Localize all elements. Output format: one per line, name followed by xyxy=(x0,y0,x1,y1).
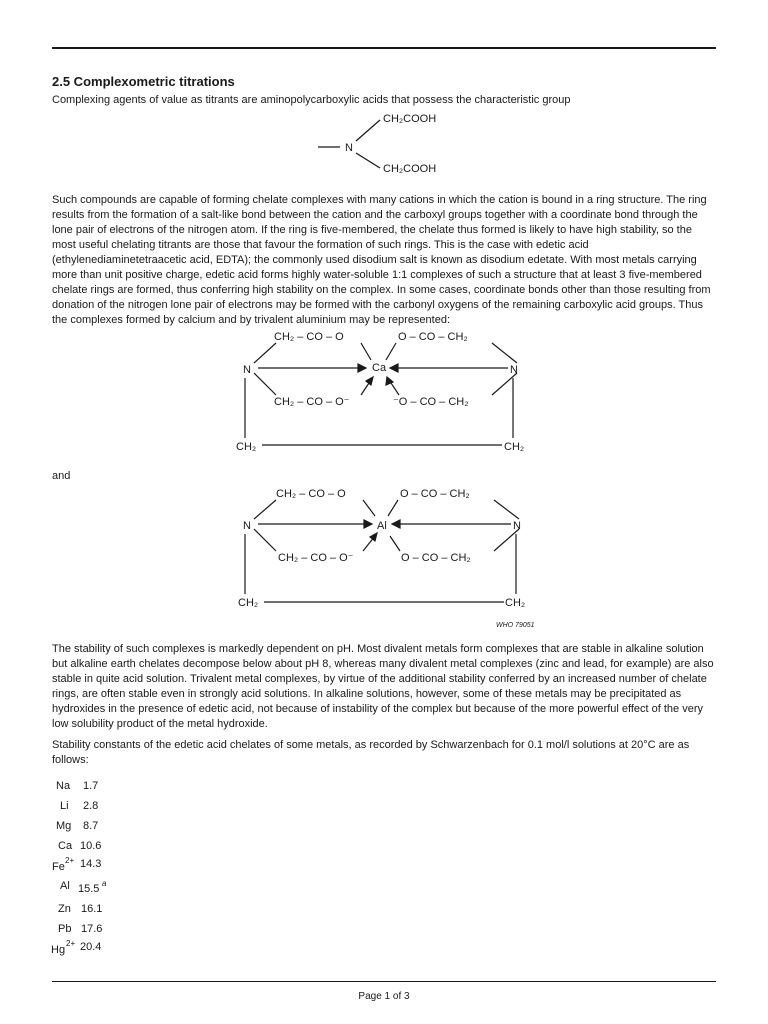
ca-top-left-group: CH₂ – CO – O xyxy=(274,331,344,343)
chelate-paragraph: Such compounds are capable of forming chelate complexes with many cations in which the cation is bound in a ring structure. The ring results from the formation of a salt-like bond between the cation and the carboxyl groups together with a coordinate bond through the lone pair of electrons of the nitrogen atom. If the ring is five-membered, the chelate thus formed is likely to have high stability, so the most useful chelating titrants are those that favour the formation of such rings. This is the case with edetic acid (ethylenediaminetetraacetic acid, EDTA); the commonly used disodium salt is known as disodium edetate. With most metals carrying more than unit positive charge, edetic acid forms highly water-soluble 1:1 complexes of such a structure that at least 3 five-membered chelate rings are formed, thus conferring high stability on the complex. In some cases, coordinate bonds other than those resulting from donation of the nitrogen lone pair of electrons may be formed with the carbonyl oxygens of the remaining carboxylic acid groups. Thus the complexes formed by calcium and by trivalent aluminium may be represented: xyxy=(52,194,711,326)
nitrogen-label: N xyxy=(345,142,353,154)
metal-symbol: Li xyxy=(60,800,69,812)
ca-right-nitrogen: N xyxy=(510,364,518,376)
al-bottom-right-group: O – CO – CH₂ xyxy=(401,552,471,564)
stability-paragraph: The stability of such complexes is markedly dependent on pH. Most divalent metals form complexes that are stable in alkaline solution but alkaline earth chelates decompose below about pH 8, whereas many divalent metal complexes (zinc and lead, for example) are also stable in quite acid solution. Trivalent metal complexes, by virtue of the additional stability conferred by an increased number of chelate rings, are often stable even in strongly acid solutions. In alkaline solutions, however, some of these metals may be precipitated as hydroxides in the presence of edetic acid, not because of instability of the complex but because of the more powerful effect of the very low solubility product of the metal hydroxide. xyxy=(52,643,714,730)
and-text: and xyxy=(52,470,71,482)
metal-symbol: Fe xyxy=(52,861,65,873)
metal-symbol: Hg xyxy=(51,944,66,956)
figure-code: WHO 79051 xyxy=(496,622,535,629)
stability-value: 14.3 xyxy=(80,858,102,870)
stability-value: 17.6 xyxy=(81,923,103,935)
metal-symbol: Zn xyxy=(58,903,71,915)
ca-bottom-left-group: CH₂ – CO – O⁻ xyxy=(274,396,350,408)
al-bonds xyxy=(245,500,519,602)
metal-symbol: Na xyxy=(56,780,71,792)
lower-group-label: CH₂COOH xyxy=(383,163,437,175)
ca-bridge-right: CH₂ xyxy=(504,441,525,453)
ca-top-right-group: O – CO – CH₂ xyxy=(398,331,468,343)
al-metal-label: Al xyxy=(377,520,387,532)
al-left-nitrogen: N xyxy=(243,520,251,532)
constants-intro-paragraph: Stability constants of the edetic acid chelates of some metals, as recorded by Schwarzenbach for 0.1 mol/l solutions at 20°C are as follows: xyxy=(52,739,690,766)
al-bottom-left-group: CH₂ – CO – O⁻ xyxy=(278,552,354,564)
section-heading: 2.5 Complexometric titrations xyxy=(52,74,235,89)
stability-value: 10.6 xyxy=(80,840,102,852)
footnote-marker: a xyxy=(102,879,107,888)
metal-symbol: Pb xyxy=(58,923,72,935)
metal-symbol: Mg xyxy=(56,820,72,832)
ca-bridge-left: CH₂ xyxy=(236,441,257,453)
stability-value: 2.8 xyxy=(83,800,99,812)
ca-left-nitrogen: N xyxy=(243,364,251,376)
al-bridge-right: CH₂ xyxy=(505,597,526,609)
stability-value: 16.1 xyxy=(81,903,103,915)
intro-paragraph: Complexing agents of value as titrants are aminopolycarboxylic acids that possess the characteristic group xyxy=(52,94,571,106)
al-bridge-left: CH₂ xyxy=(238,597,259,609)
al-top-right-group: O – CO – CH₂ xyxy=(400,488,470,500)
metal-symbol: Al xyxy=(60,880,70,892)
al-top-left-group: CH₂ – CO – O xyxy=(276,488,346,500)
metal-symbol: Ca xyxy=(58,840,73,852)
stability-value: 1.7 xyxy=(83,780,99,792)
stability-value: 8.7 xyxy=(83,820,99,832)
bottom-rule xyxy=(52,981,716,982)
upper-group-label: CH₂COOH xyxy=(383,113,437,125)
stability-value: 20.4 xyxy=(80,941,102,953)
ca-metal-label: Ca xyxy=(372,362,387,374)
charge-superscript: 2+ xyxy=(65,856,75,865)
stability-value: 15.5 xyxy=(78,883,100,895)
ca-bottom-right-group: ⁻O – CO – CH₂ xyxy=(393,396,469,408)
charge-superscript: 2+ xyxy=(66,939,76,948)
page-number: Page 1 of 3 xyxy=(358,991,410,1002)
al-right-nitrogen: N xyxy=(513,520,521,532)
